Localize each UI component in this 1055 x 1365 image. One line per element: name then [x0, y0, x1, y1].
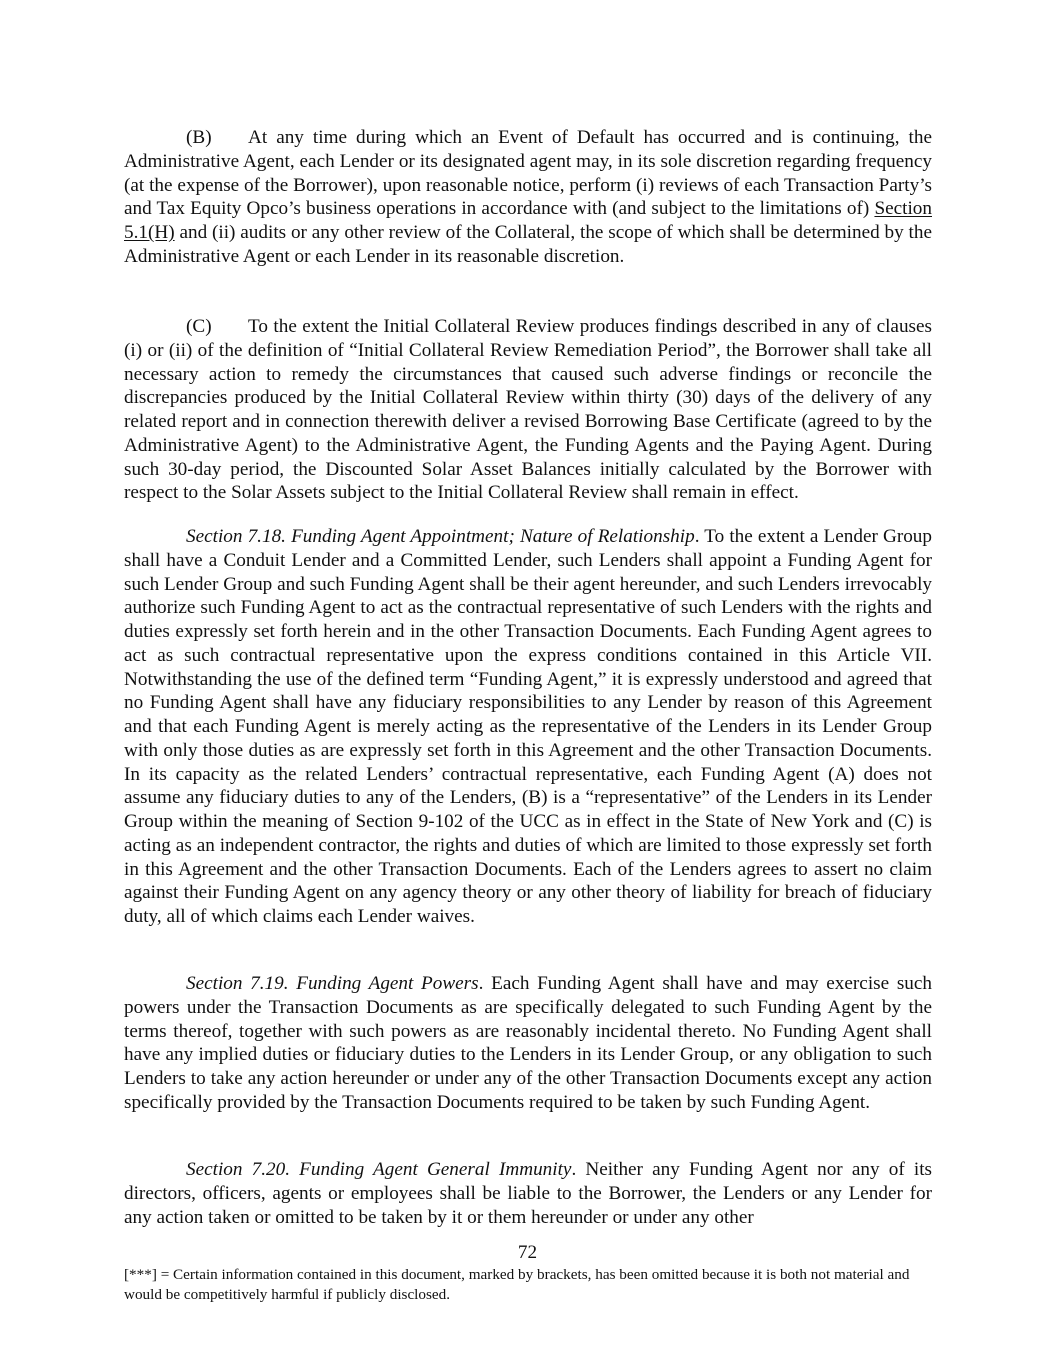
clause-label: (B)	[186, 127, 212, 148]
clause-text: To the extent the Initial Collateral Review produces findings described in any of clauses (i) or (ii) of the definition of “Initial Collateral Review Remediation Period”, the Borrower shall take all necessary action to remedy the circumstances that caused such adverse findings or reconcile the discrepancies produced by the Initial Collateral Review within thirty (30) days of the delivery of any related report and in connection therewith deliver a revised Borrowing Base Certificate (agreed to by the Administrative Agent) to the Administrative Agent, the Funding Agents and the Paying Agent. During such 30-day period, the Discounted Solar Asset Balances initially calculated by the Borrower with respect to the Solar Assets subject to the Initial Collateral Review shall remain in effect.	[124, 316, 932, 504]
section-7-18-paragraph	[124, 525, 932, 929]
clause-label: (C)	[186, 316, 212, 337]
section-heading: Section 7.19. Funding Agent Powers	[186, 973, 479, 994]
section-7-19-paragraph	[124, 972, 932, 1115]
section-text: . To the extent a Lender Group shall have a Conduit Lender and a Committed Lender, such Lenders shall appoint a Funding Agent for such Lender Group and such Funding Agent shall be their agent hereunder, and such Lenders irrevocably authorize such Funding Agent to act as the contractual representative of such Lenders with the rights and duties expressly set forth herein and in the other Transaction Documents. Each Funding Agent agrees to act as such contractual representative upon the express conditions contained in this Article VII. Notwithstanding the use of the defined term “Funding Agent,” it is expressly understood and agreed that no Funding Agent shall have any fiduciary responsibilities to any Lender by reason of this Agreement and that each Funding Agent is merely acting as the representative of the Lenders in its Lender Group with only those duties as are expressly set forth in this Agreement and the other Transaction Documents. In its capacity as the related Lenders’ contractual representative, each Funding Agent (A) does not assume any fiduciary duties to any of the Lenders, (B) is a “representative” of the Lenders in its Lender Group within the meaning of Section 9-102 of the UCC as in effect in the State of New York and (C) is acting as an independent contractor, the rights and duties of which are limited to those expressly set forth in this Agreement and the other Transaction Documents. Each of the Lenders agrees to assert no claim against their Funding Agent on any agency theory or any other theory of liability for breach of fiduciary duty, all of which claims each Lender waives.	[124, 526, 932, 927]
footnote: [***] = Certain information contained in this document, marked by brackets, has been omitted because it is both not material and would be competitively harmful if publicly disclosed.	[124, 1266, 910, 1303]
clause-text: At any time during which an Event of Default has occurred and is continuing, the Administrative Agent, each Lender or its designated agent may, in its sole discretion regarding frequency (at the expense of the Borrower), upon reasonable notice, perform (i) reviews of each Transaction Party’s and Tax Equity Opco’s business operations in accordance with (and subject to the limitations of)	[124, 127, 932, 220]
section-heading: Section 7.20. Funding Agent General Immunity	[186, 1159, 572, 1180]
page-number: 72	[517, 1242, 538, 1263]
clause-c-paragraph	[124, 315, 932, 505]
section-7-20-paragraph	[124, 1158, 932, 1229]
clause-b-paragraph	[124, 126, 932, 269]
section-text: . Neither any Funding Agent nor any of its directors, officers, agents or employees shall be liable to the Borrower, the Lenders or any Lender for any action taken or omitted to be taken by it or them hereunder or under any other	[124, 1159, 933, 1228]
section-heading: Section 7.18. Funding Agent Appointment; Nature of Relationship	[186, 526, 695, 547]
section-text: . Each Funding Agent shall have and may exercise such powers under the Transaction Documents as are specifically delegated to such Funding Agent by the terms thereof, together with such powers as are reasonably incidental thereto. No Funding Agent shall have any implied duties or fiduciary duties to the Lenders in its Lender Group, or any obligation to such Lenders to take any action hereunder or under any of the other Transaction Documents except any action specifically provided by the Transaction Documents required to be taken by such Funding Agent.	[124, 973, 932, 1113]
section-reference-link[interactable]: Section 5.1(H)	[124, 198, 932, 243]
clause-text: and (ii) audits or any other review of the Collateral, the scope of which shall be determined by the Administrative Agent or each Lender in its reasonable discretion.	[124, 222, 932, 267]
